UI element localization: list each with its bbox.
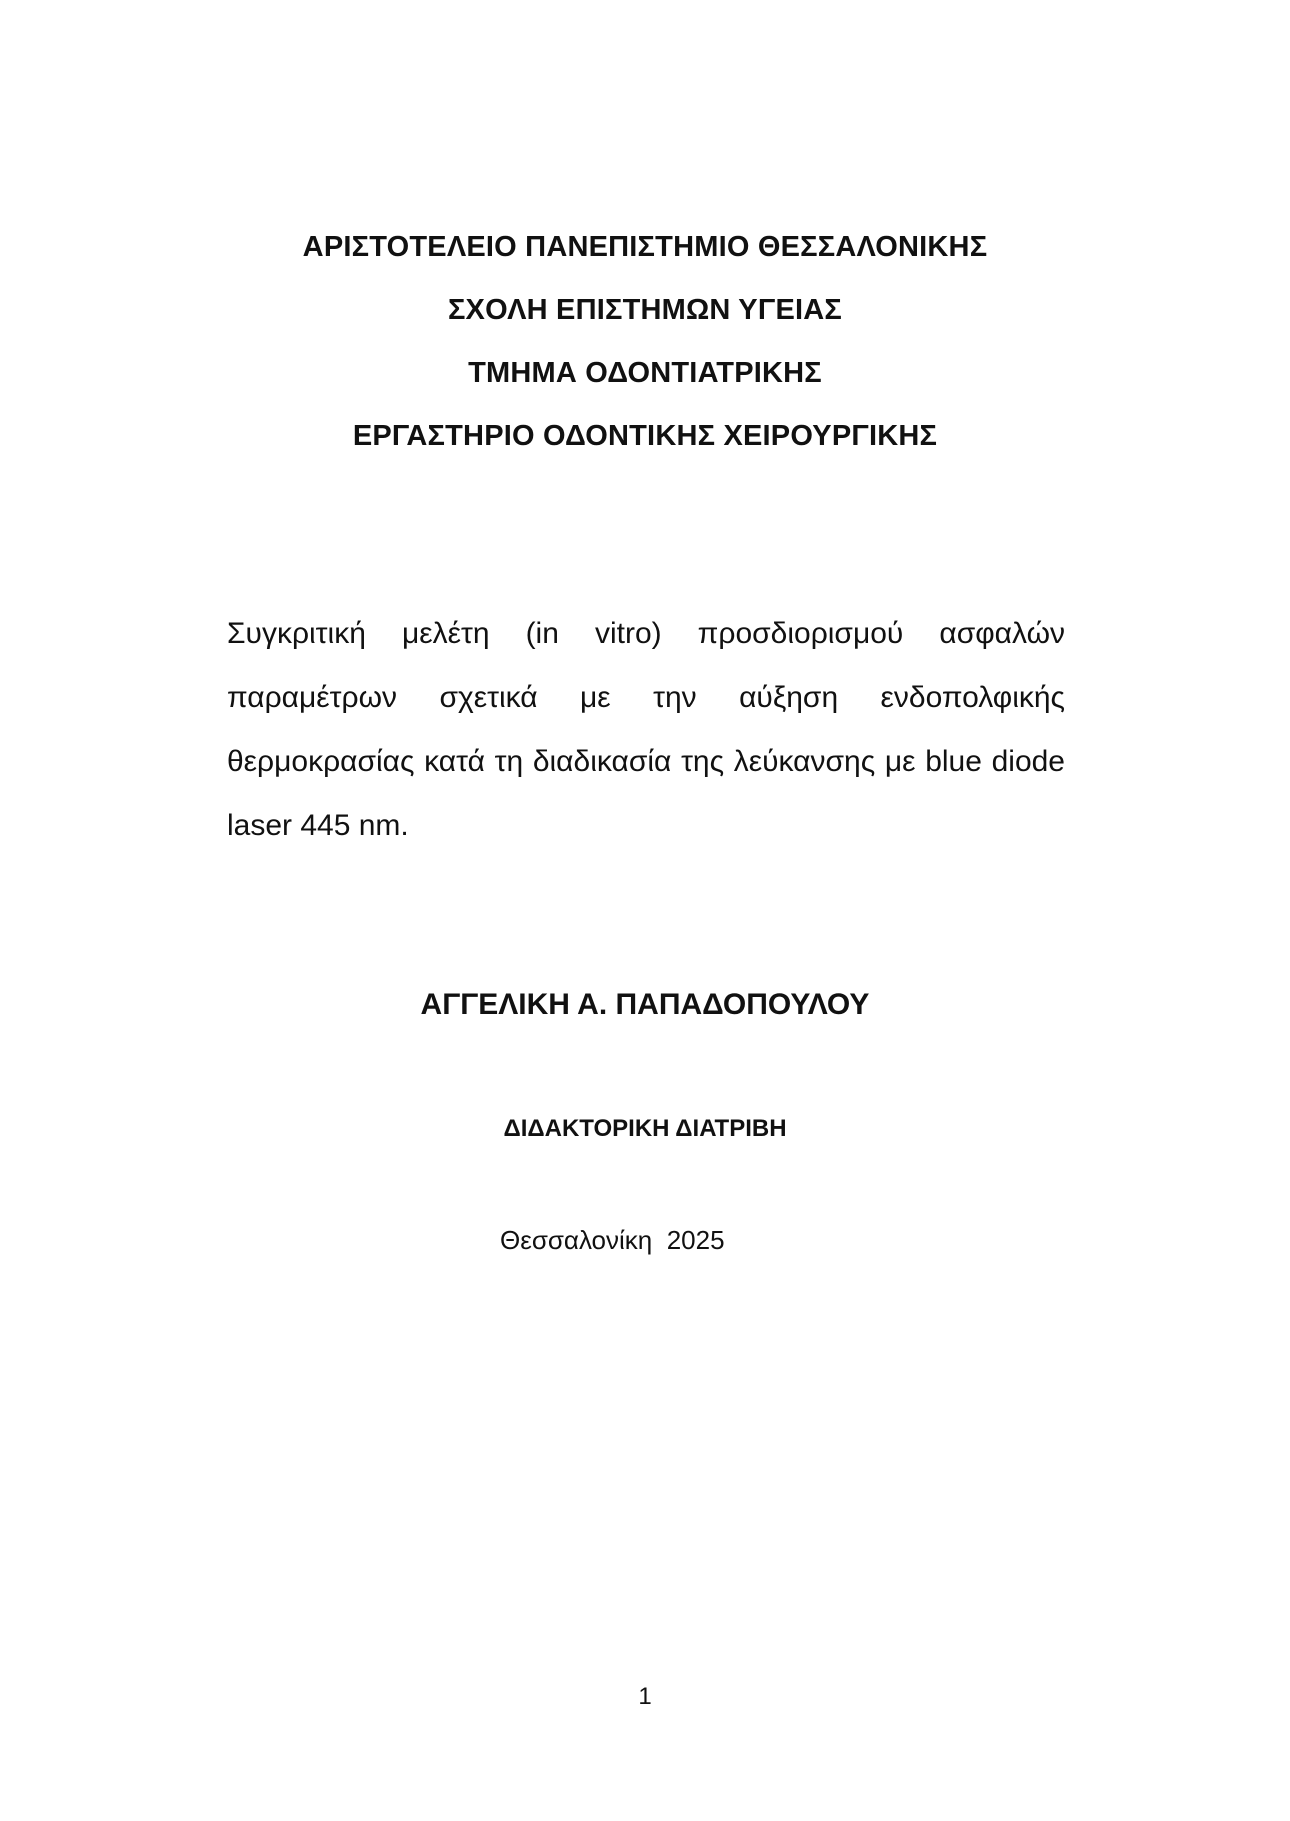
- document-type: ΔΙΔΑΚΤΟΡΙΚΗ ΔΙΑΤΡΙΒΗ: [503, 1115, 787, 1142]
- institution-header: [0, 216, 1290, 468]
- university-name: ΑΡΙΣΤΟΤΕΛΕΙΟ ΠΑΝΕΠΙΣΤΗΜΙΟ ΘΕΣΣΑΛΟΝΙΚΗΣ: [302, 231, 988, 263]
- author-name: ΑΓΓΕΛΙΚΗ Α. ΠΑΠΑΔΟΠΟΥΛΟΥ: [420, 988, 870, 1021]
- place-date: Θεσσαλονίκη 2025: [500, 1225, 725, 1255]
- school-name: ΣΧΟΛΗ ΕΠΙΣΤΗΜΩΝ ΥΓΕΙΑΣ: [447, 294, 843, 326]
- department-name: ΤΜΗΜΑ ΟΔΟΝΤΙΑΤΡΙΚΗΣ: [468, 357, 822, 389]
- page-number: 1: [638, 1683, 652, 1710]
- thesis-title: Συγκριτική μελέτη (in vitro) προσδιορισμού ασφαλών παραμέτρων σχετικά με την αύξηση ενδοπολφικής θερμοκρασίας κατά τη διαδικασία της λεύκανσης με blue diode laser 445 nm.: [227, 617, 1065, 842]
- laboratory-name: ΕΡΓΑΣΤΗΡΙΟ ΟΔΟΝΤΙΚΗΣ ΧΕΙΡΟΥΡΓΙΚΗΣ: [352, 420, 938, 452]
